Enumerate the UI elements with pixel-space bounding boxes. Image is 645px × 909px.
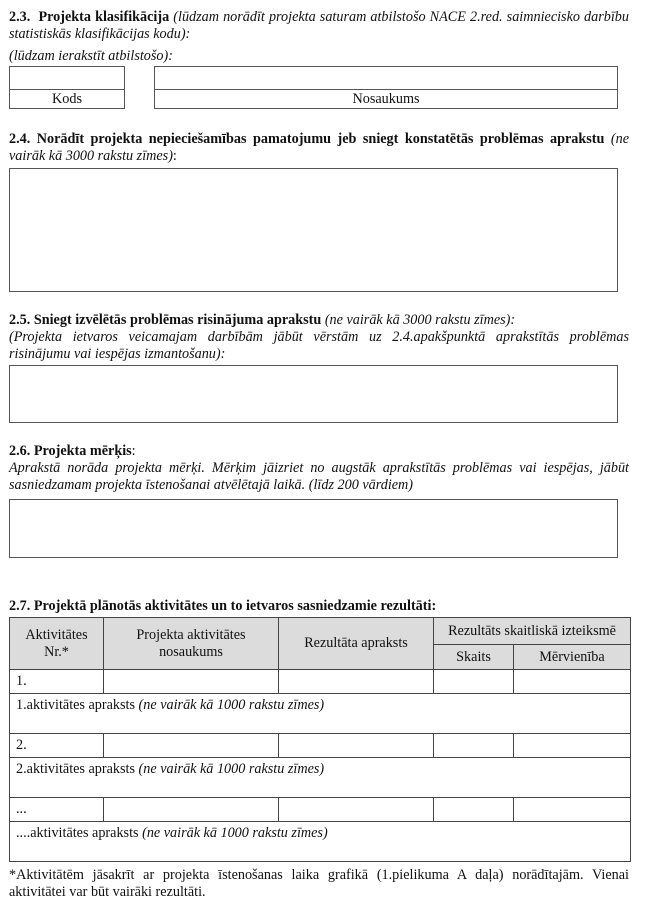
name-input[interactable] — [154, 66, 618, 90]
header-activity-nr: Aktivitātes Nr.* — [10, 618, 104, 670]
section-2-7-heading: 2.7. Projektā plānotās aktivitātes un to ietvaros sasniedzamie rezultāti: — [9, 598, 437, 614]
section-2-5-heading — [9, 312, 629, 329]
table-row — [10, 694, 631, 734]
unit-cell[interactable] — [514, 734, 631, 758]
section-2-3-instruction: (lūdzam norādīt projekta saturam atbilstošo NACE 2.red. saimniecisko darbību statistiskās klasifikācijas kodu): — [9, 9, 629, 42]
activity-name-cell[interactable] — [104, 670, 279, 694]
activities-footnote: *Aktivitātēm jāsakrīt ar projekta īstenošanas laika grafikā (1.pielikuma A daļa) norādītajām. Vienai aktivitātei var būt vairāki rezultāti. — [9, 867, 629, 900]
solution-description-textarea[interactable] — [9, 365, 618, 423]
activity-name-cell[interactable] — [104, 798, 279, 822]
activities-table — [9, 617, 631, 862]
table-row — [10, 670, 631, 694]
activity-description-cell[interactable]: ....aktivitātes apraksts (ne vairāk kā 1000 rakstu zīmes) — [10, 822, 631, 862]
section-2-5-title: 2.5. Sniegt izvēlētās problēmas risinājuma aprakstu — [9, 312, 322, 328]
header-unit: Mērvienība — [514, 645, 631, 670]
count-cell[interactable] — [434, 670, 514, 694]
header-count: Skaits — [434, 645, 514, 670]
result-description-cell[interactable] — [279, 734, 434, 758]
section-2-4-heading: 2.4. Norādīt projekta nepieciešamības pamatojumu jeb sniegt konstatētās problēmas aprakstu (ne vairāk kā 3000 rakstu zīmes): — [9, 131, 630, 164]
section-2-4-title: 2.4. Norādīt projekta nepieciešamības pamatojumu jeb sniegt konstatētās problēmas — [9, 131, 544, 147]
result-description-cell[interactable] — [279, 798, 434, 822]
activity-name-cell[interactable] — [104, 734, 279, 758]
project-goal-textarea[interactable] — [9, 499, 618, 558]
problem-description-textarea[interactable] — [9, 168, 618, 292]
code-input[interactable] — [9, 66, 125, 90]
count-cell[interactable] — [434, 734, 514, 758]
unit-cell[interactable] — [514, 798, 631, 822]
code-label: Kods — [9, 89, 125, 109]
section-2-3-number: 2.3. — [9, 9, 31, 25]
table-header-row — [10, 618, 631, 645]
section-2-4-title-end: aprakstu — [550, 131, 605, 147]
table-row — [10, 758, 631, 798]
section-2-6-instruction: Aprakstā norāda projekta mērķi. Mērķim jāizriet no augstāk aprakstītās problēmas vai iespējas, jābūt sasniedzamam projekta īstenošanai atvēlētajā laikā. (līdz 200 vārdiem) — [9, 460, 629, 493]
table-row — [10, 734, 631, 758]
section-2-3-heading — [9, 9, 629, 43]
table-row — [10, 798, 631, 822]
count-cell[interactable] — [434, 798, 514, 822]
activity-nr-cell: 2. — [10, 734, 104, 758]
activity-description-cell[interactable]: 2.aktivitātes apraksts (ne vairāk kā 1000 rakstu zīmes) — [10, 758, 631, 798]
unit-cell[interactable] — [514, 670, 631, 694]
header-result-numeric: Rezultāts skaitliskā izteiksmē — [434, 618, 631, 645]
activity-nr-cell: ... — [10, 798, 104, 822]
section-2-3-title: Projekta klasifikācija — [38, 9, 170, 25]
section-2-3-instruction-2: (lūdzam ierakstīt atbilstošo): — [9, 48, 173, 64]
section-2-4-limit: (ne vairāk kā 3000 rakstu zīmes) — [9, 131, 630, 164]
result-description-cell[interactable] — [279, 670, 434, 694]
section-2-5-instruction: (Projekta ietvaros veicamajam darbībām jābūt vērstām uz 2.4.apakšpunktā aprakstītās problēmas risinājumu vai iespējas izmantošanu): — [9, 329, 629, 362]
activity-description-cell[interactable]: 1.aktivitātes apraksts (ne vairāk kā 1000 rakstu zīmes) — [10, 694, 631, 734]
section-2-6-title: 2.6. Projekta mērķis — [9, 443, 132, 459]
header-result-description: Rezultāta apraksts — [279, 618, 434, 670]
name-label: Nosaukums — [154, 89, 618, 109]
section-2-6-heading: 2.6. Projekta mērķis: — [9, 443, 136, 459]
activity-nr-cell: 1. — [10, 670, 104, 694]
section-2-5-limit: (ne vairāk kā 3000 rakstu zīmes): — [324, 312, 516, 328]
header-activity-name: Projekta aktivitātes nosaukums — [104, 618, 279, 670]
table-row — [10, 822, 631, 862]
